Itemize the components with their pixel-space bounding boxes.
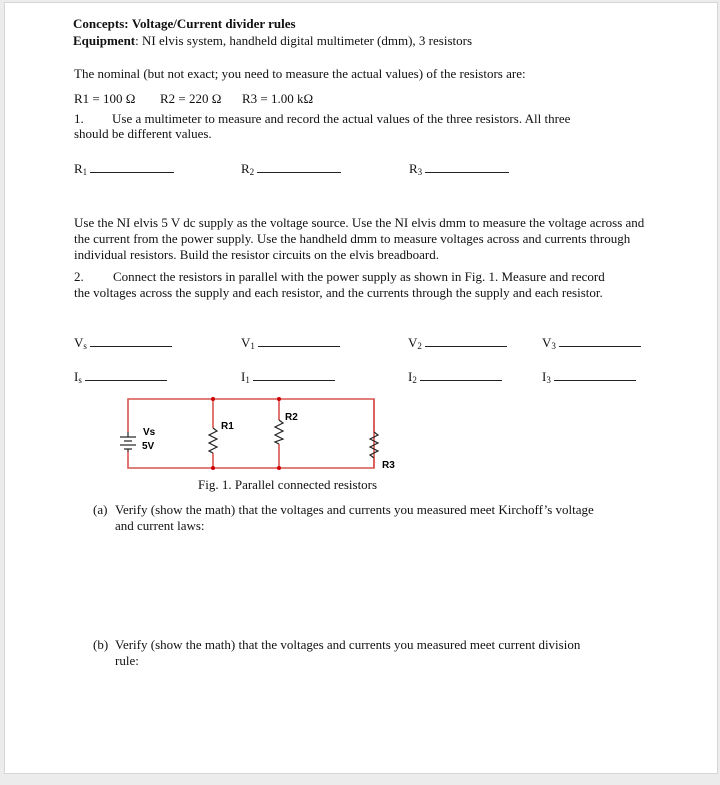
concepts-line — [73, 16, 296, 32]
r3-label: R3 — [382, 460, 395, 471]
question-a-label: (a) — [93, 502, 108, 517]
step2-text: Connect the resistors in parallel with the power supply as shown in Fig. 1. Measure and record — [113, 269, 605, 284]
node-dot — [277, 466, 281, 470]
step2-text-cont: the voltages across the supply and each resistor, and the currents through the supply and each resistor. — [74, 285, 603, 300]
answer-line[interactable] — [85, 369, 167, 381]
parallel-circuit-diagram — [113, 396, 393, 476]
node-dot — [277, 397, 281, 401]
equipment-value: : NI elvis system, handheld digital multimeter (dmm), 3 resistors — [135, 33, 473, 48]
r1-label: R1 — [221, 421, 234, 432]
i2-blank-field[interactable]: $I_2$ — [408, 369, 502, 385]
question-b-label: (b) — [93, 637, 109, 652]
answer-line[interactable] — [253, 369, 335, 381]
figure-caption: Fig. 1. Parallel connected resistors — [198, 477, 378, 492]
node-dot — [211, 466, 215, 470]
circuit-wire-loop — [128, 399, 374, 468]
concepts-label: Concepts: — [73, 16, 129, 31]
equipment-line — [73, 33, 472, 49]
node-dot — [211, 397, 215, 401]
r2-resistor-symbol — [275, 420, 283, 444]
answer-line[interactable] — [554, 369, 636, 381]
equipment-label: Equipment — [73, 33, 136, 48]
step1-text: Use a multimeter to measure and record the actual values of the three resistors. All three — [112, 111, 571, 126]
question-a-text-cont: and current laws: — [115, 518, 205, 533]
nominal-r3: R3 = 1.00 kΩ — [242, 91, 314, 106]
source-value-label: 5V — [142, 441, 155, 452]
r1-blank-field[interactable]: $R_1$ — [74, 161, 174, 177]
answer-line[interactable] — [425, 335, 507, 347]
r3-blank-field[interactable]: $R_3$ — [409, 161, 509, 177]
nominal-r1: R1 = 100 Ω — [74, 91, 136, 106]
circuit-wires — [128, 399, 374, 468]
vs-blank-field[interactable]: $V_s$ — [74, 335, 172, 351]
instructions-paragraph: Use the NI elvis 5 V dc supply as the voltage source. Use the NI elvis dmm to measure the voltage across and the current from the power supply. Use the handheld dmm to measure voltages across and currents through individual resistors. Build the resistor circuits on the elvis breadboard. — [74, 215, 645, 262]
step1-text-cont: should be different values. — [74, 126, 212, 141]
answer-line[interactable] — [90, 161, 174, 173]
nominal-intro: The nominal (but not exact; you need to measure the actual values) of the resistors are: — [74, 66, 526, 81]
v2-blank-field[interactable]: $V_2$ — [408, 335, 507, 351]
r2-blank-field[interactable]: $R_2$ — [241, 161, 341, 177]
answer-line[interactable] — [90, 335, 172, 347]
answer-line[interactable] — [258, 335, 340, 347]
v3-blank-field[interactable]: $V_3$ — [542, 335, 641, 351]
r1-resistor-symbol — [209, 428, 217, 453]
battery-symbol — [120, 432, 136, 452]
answer-line[interactable] — [257, 161, 341, 173]
i3-blank-field[interactable]: $I_3$ — [542, 369, 636, 385]
concepts-value: Voltage/Current divider rules — [131, 16, 296, 31]
nominal-r2: R2 = 220 Ω — [160, 91, 222, 106]
step1-number: 1. — [74, 111, 84, 126]
source-name-label: Vs — [143, 427, 156, 438]
step2-number: 2. — [74, 269, 84, 284]
i1-blank-field[interactable]: $I_1$ — [241, 369, 335, 385]
answer-line[interactable] — [425, 161, 509, 173]
answer-line[interactable] — [559, 335, 641, 347]
question-b-text: Verify (show the math) that the voltages and currents you measured meet current division — [115, 637, 581, 652]
v1-blank-field[interactable]: $V_1$ — [241, 335, 340, 351]
question-b-text-cont: rule: — [115, 653, 139, 668]
question-a-text: Verify (show the math) that the voltages and currents you measured meet Kirchoff’s voltage — [115, 502, 594, 517]
r2-label: R2 — [285, 412, 298, 423]
answer-line[interactable] — [420, 369, 502, 381]
worksheet-page — [4, 2, 718, 774]
is-blank-field[interactable]: $I_s$ — [74, 369, 167, 385]
